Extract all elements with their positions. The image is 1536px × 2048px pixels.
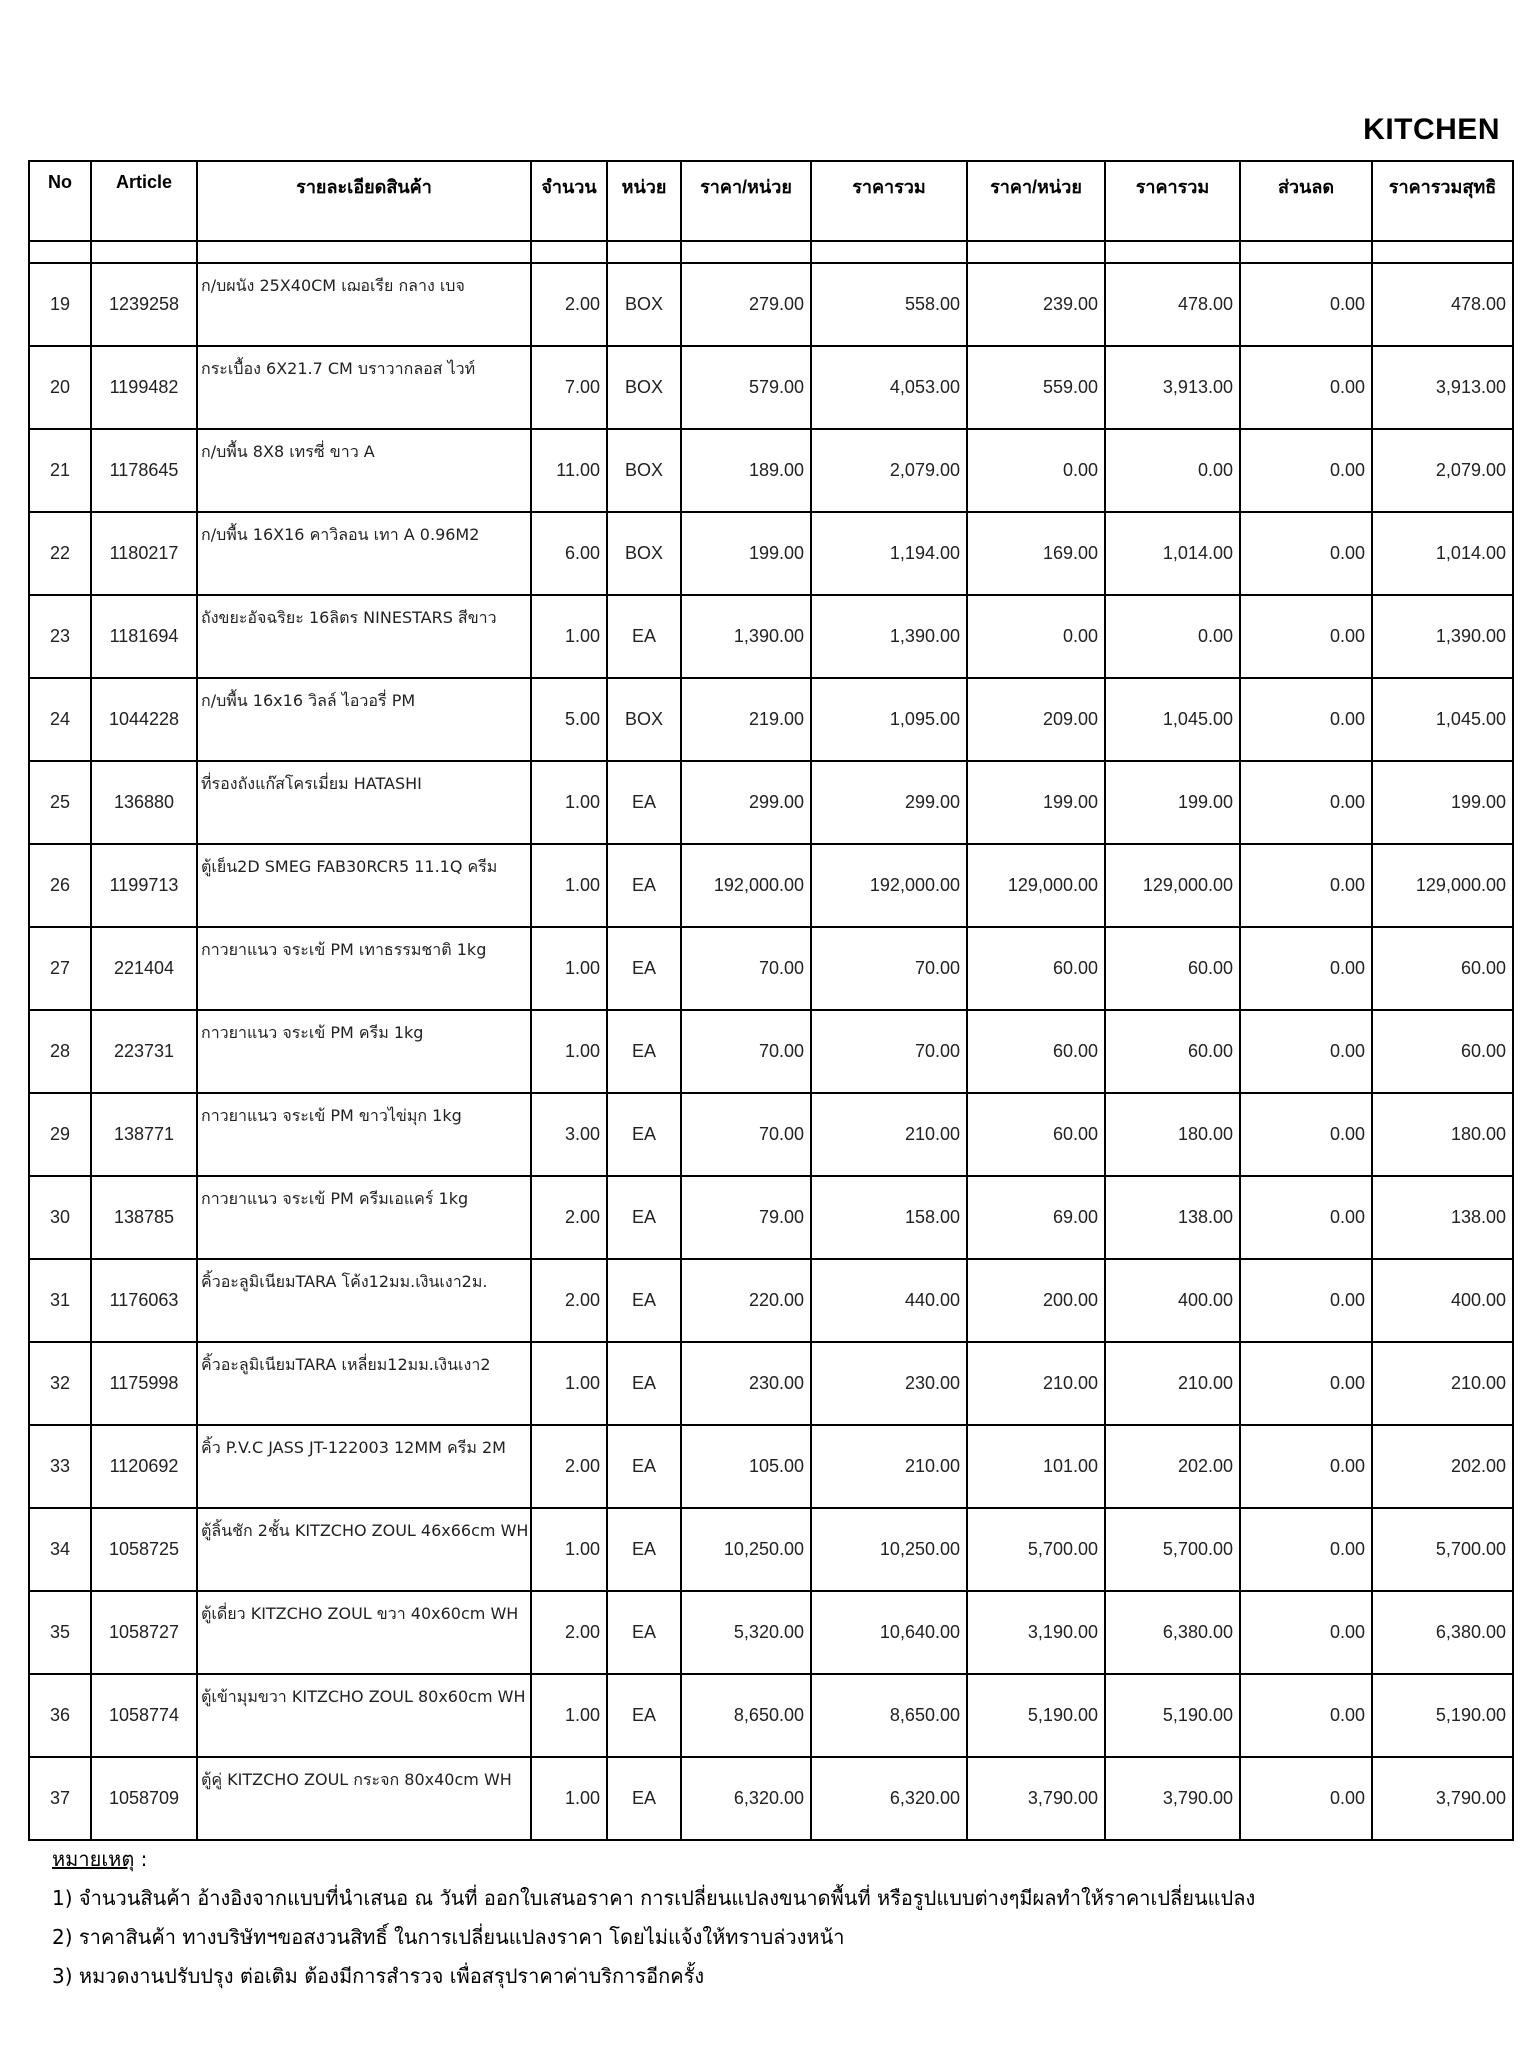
header-total-offer: ราคารวม xyxy=(1105,161,1240,241)
cell-article: 138771 xyxy=(91,1093,197,1176)
cell-unit-price-offer: 200.00 xyxy=(967,1259,1105,1342)
cell-unit: BOX xyxy=(607,678,681,761)
cell-no: 35 xyxy=(29,1591,91,1674)
cell-unit: EA xyxy=(607,1757,681,1840)
cell-no: 32 xyxy=(29,1342,91,1425)
cell-total: 4,053.00 xyxy=(811,346,967,429)
cell-net-total: 3,913.00 xyxy=(1372,346,1513,429)
cell-unit-price: 299.00 xyxy=(681,761,811,844)
cell-description: ก/บพื้น 8X8 เทรซี่ ขาว A xyxy=(197,429,531,512)
cell-unit: EA xyxy=(607,844,681,927)
cell-no: 21 xyxy=(29,429,91,512)
cell-unit-price-offer: 0.00 xyxy=(967,595,1105,678)
cell-article: 1058774 xyxy=(91,1674,197,1757)
quotation-table xyxy=(28,160,1514,1841)
cell-discount: 0.00 xyxy=(1240,1176,1372,1259)
cell-no: 27 xyxy=(29,927,91,1010)
cell-unit-price-offer: 5,700.00 xyxy=(967,1508,1105,1591)
cell-total-offer: 138.00 xyxy=(1105,1176,1240,1259)
cell-quantity: 1.00 xyxy=(531,1757,607,1840)
cell-total: 210.00 xyxy=(811,1093,967,1176)
table-body xyxy=(29,263,1513,1840)
cell-unit: BOX xyxy=(607,512,681,595)
cell-discount: 0.00 xyxy=(1240,429,1372,512)
cell-article: 1058709 xyxy=(91,1757,197,1840)
cell-no: 26 xyxy=(29,844,91,927)
cell-article: 1178645 xyxy=(91,429,197,512)
cell-net-total: 199.00 xyxy=(1372,761,1513,844)
cell-discount: 0.00 xyxy=(1240,512,1372,595)
cell-unit-price: 199.00 xyxy=(681,512,811,595)
header-description: รายละเอียดสินค้า xyxy=(197,161,531,241)
cell-unit-price-offer: 5,190.00 xyxy=(967,1674,1105,1757)
cell-quantity: 2.00 xyxy=(531,263,607,346)
notes-title-colon: : xyxy=(134,1847,148,1871)
cell-unit-price-offer: 69.00 xyxy=(967,1176,1105,1259)
cell-total: 299.00 xyxy=(811,761,967,844)
table-row xyxy=(29,595,1513,678)
cell-discount: 0.00 xyxy=(1240,1591,1372,1674)
header-unit: หน่วย xyxy=(607,161,681,241)
cell-unit-price: 189.00 xyxy=(681,429,811,512)
cell-no: 25 xyxy=(29,761,91,844)
cell-article: 1176063 xyxy=(91,1259,197,1342)
cell-unit-price-offer: 60.00 xyxy=(967,1010,1105,1093)
cell-description: ก/บพื้น 16x16 วิลล์ ไอวอรี่ PM xyxy=(197,678,531,761)
cell-no: 37 xyxy=(29,1757,91,1840)
cell-no: 28 xyxy=(29,1010,91,1093)
cell-unit: EA xyxy=(607,1259,681,1342)
cell-total-offer: 1,045.00 xyxy=(1105,678,1240,761)
cell-total-offer: 0.00 xyxy=(1105,595,1240,678)
cell-unit-price-offer: 129,000.00 xyxy=(967,844,1105,927)
cell-discount: 0.00 xyxy=(1240,844,1372,927)
cell-total-offer: 129,000.00 xyxy=(1105,844,1240,927)
cell-total-offer: 60.00 xyxy=(1105,1010,1240,1093)
cell-unit-price-offer: 239.00 xyxy=(967,263,1105,346)
cell-total-offer: 0.00 xyxy=(1105,429,1240,512)
cell-article: 1181694 xyxy=(91,595,197,678)
cell-net-total: 202.00 xyxy=(1372,1425,1513,1508)
cell-article: 1199713 xyxy=(91,844,197,927)
table-row xyxy=(29,678,1513,761)
cell-unit-price: 70.00 xyxy=(681,1010,811,1093)
cell-description: ถังขยะอัจฉริยะ 16ลิตร NINESTARS สีขาว xyxy=(197,595,531,678)
note-line-3: 3) หมวดงานปรับปรุง ต่อเติม ต้องมีการสำรวจ เพื่อสรุปราคาค่าบริการอีกครั้ง xyxy=(52,1964,705,1988)
cell-total: 558.00 xyxy=(811,263,967,346)
cell-total: 210.00 xyxy=(811,1425,967,1508)
cell-unit-price: 6,320.00 xyxy=(681,1757,811,1840)
cell-total-offer: 478.00 xyxy=(1105,263,1240,346)
header-unit-price: ราคา/หน่วย xyxy=(681,161,811,241)
cell-no: 30 xyxy=(29,1176,91,1259)
cell-unit-price-offer: 169.00 xyxy=(967,512,1105,595)
cell-article: 1120692 xyxy=(91,1425,197,1508)
cell-discount: 0.00 xyxy=(1240,346,1372,429)
cell-description: ก/บพื้น 16X16 คาวิลอน เทา A 0.96M2 xyxy=(197,512,531,595)
cell-quantity: 2.00 xyxy=(531,1425,607,1508)
header-total: ราคารวม xyxy=(811,161,967,241)
cell-unit-price: 279.00 xyxy=(681,263,811,346)
cell-quantity: 1.00 xyxy=(531,1674,607,1757)
section-title: KITCHEN xyxy=(1363,113,1500,146)
cell-unit-price: 219.00 xyxy=(681,678,811,761)
table-row xyxy=(29,512,1513,595)
cell-unit-price: 79.00 xyxy=(681,1176,811,1259)
cell-description: กาวยาแนว จระเข้ PM ครีมเอแคร์ 1kg xyxy=(197,1176,531,1259)
cell-article: 136880 xyxy=(91,761,197,844)
cell-unit-price: 105.00 xyxy=(681,1425,811,1508)
cell-total-offer: 60.00 xyxy=(1105,927,1240,1010)
cell-unit-price: 579.00 xyxy=(681,346,811,429)
cell-net-total: 3,790.00 xyxy=(1372,1757,1513,1840)
cell-discount: 0.00 xyxy=(1240,1425,1372,1508)
header-discount: ส่วนลด xyxy=(1240,161,1372,241)
cell-quantity: 6.00 xyxy=(531,512,607,595)
cell-total: 6,320.00 xyxy=(811,1757,967,1840)
header-no: No xyxy=(29,161,91,241)
cell-total-offer: 210.00 xyxy=(1105,1342,1240,1425)
cell-net-total: 60.00 xyxy=(1372,927,1513,1010)
cell-quantity: 5.00 xyxy=(531,678,607,761)
cell-quantity: 3.00 xyxy=(531,1093,607,1176)
cell-quantity: 1.00 xyxy=(531,761,607,844)
table-header-row xyxy=(29,161,1513,241)
cell-description: ที่รองถังแก๊สโครเมี่ยม HATASHI xyxy=(197,761,531,844)
cell-total: 440.00 xyxy=(811,1259,967,1342)
cell-unit-price: 192,000.00 xyxy=(681,844,811,927)
cell-total: 2,079.00 xyxy=(811,429,967,512)
table-row xyxy=(29,1757,1513,1840)
table-row xyxy=(29,1093,1513,1176)
cell-quantity: 1.00 xyxy=(531,595,607,678)
cell-discount: 0.00 xyxy=(1240,595,1372,678)
note-line-2: 2) ราคาสินค้า ทางบริษัทฯขอสงวนสิทธิ์ ในการเปลี่ยนแปลงราคา โดยไม่แจ้งให้ทราบล่วงหน้า xyxy=(52,1925,845,1949)
table-row xyxy=(29,761,1513,844)
cell-total: 8,650.00 xyxy=(811,1674,967,1757)
cell-article: 1058727 xyxy=(91,1591,197,1674)
header-spacer-row xyxy=(29,241,1513,263)
cell-quantity: 1.00 xyxy=(531,927,607,1010)
table-row xyxy=(29,1176,1513,1259)
cell-no: 36 xyxy=(29,1674,91,1757)
cell-net-total: 1,014.00 xyxy=(1372,512,1513,595)
cell-total: 70.00 xyxy=(811,927,967,1010)
cell-description: ก/บผนัง 25X40CM เฌอเรีย กลาง เบจ xyxy=(197,263,531,346)
cell-discount: 0.00 xyxy=(1240,1674,1372,1757)
cell-unit: EA xyxy=(607,1176,681,1259)
cell-unit-price-offer: 3,790.00 xyxy=(967,1757,1105,1840)
cell-unit: EA xyxy=(607,1508,681,1591)
cell-quantity: 1.00 xyxy=(531,844,607,927)
notes-section xyxy=(52,1840,1255,1996)
cell-description: ตู้เข้ามุมขวา KITZCHO ZOUL 80x60cm WH xyxy=(197,1674,531,1757)
cell-net-total: 1,390.00 xyxy=(1372,595,1513,678)
cell-discount: 0.00 xyxy=(1240,927,1372,1010)
cell-no: 20 xyxy=(29,346,91,429)
cell-discount: 0.00 xyxy=(1240,678,1372,761)
cell-unit: EA xyxy=(607,1425,681,1508)
cell-total-offer: 3,913.00 xyxy=(1105,346,1240,429)
cell-quantity: 1.00 xyxy=(531,1342,607,1425)
cell-total-offer: 400.00 xyxy=(1105,1259,1240,1342)
cell-net-total: 210.00 xyxy=(1372,1342,1513,1425)
cell-unit: EA xyxy=(607,1591,681,1674)
cell-total: 192,000.00 xyxy=(811,844,967,927)
cell-article: 1175998 xyxy=(91,1342,197,1425)
cell-total: 10,250.00 xyxy=(811,1508,967,1591)
table-row xyxy=(29,927,1513,1010)
cell-total-offer: 199.00 xyxy=(1105,761,1240,844)
cell-quantity: 2.00 xyxy=(531,1259,607,1342)
cell-unit-price: 8,650.00 xyxy=(681,1674,811,1757)
cell-total-offer: 180.00 xyxy=(1105,1093,1240,1176)
cell-unit: EA xyxy=(607,1010,681,1093)
notes-title: หมายเหตุ xyxy=(52,1847,135,1871)
cell-unit: BOX xyxy=(607,263,681,346)
cell-no: 33 xyxy=(29,1425,91,1508)
cell-unit-price-offer: 210.00 xyxy=(967,1342,1105,1425)
cell-unit-price: 70.00 xyxy=(681,1093,811,1176)
cell-net-total: 129,000.00 xyxy=(1372,844,1513,927)
cell-total: 1,194.00 xyxy=(811,512,967,595)
cell-net-total: 180.00 xyxy=(1372,1093,1513,1176)
cell-no: 29 xyxy=(29,1093,91,1176)
table-row xyxy=(29,1010,1513,1093)
cell-unit-price-offer: 101.00 xyxy=(967,1425,1105,1508)
cell-total: 230.00 xyxy=(811,1342,967,1425)
cell-article: 1180217 xyxy=(91,512,197,595)
cell-unit-price-offer: 60.00 xyxy=(967,1093,1105,1176)
cell-description: คิ้วอะลูมิเนียมTARA โค้ง12มม.เงินเงา2ม. xyxy=(197,1259,531,1342)
cell-description: กระเบื้อง 6X21.7 CM บราวากลอส ไวท์ xyxy=(197,346,531,429)
table-row xyxy=(29,429,1513,512)
cell-unit-price: 230.00 xyxy=(681,1342,811,1425)
cell-unit: EA xyxy=(607,1093,681,1176)
cell-quantity: 1.00 xyxy=(531,1508,607,1591)
table-row xyxy=(29,1259,1513,1342)
cell-total-offer: 1,014.00 xyxy=(1105,512,1240,595)
cell-total-offer: 5,700.00 xyxy=(1105,1508,1240,1591)
cell-quantity: 2.00 xyxy=(531,1176,607,1259)
cell-unit: EA xyxy=(607,1674,681,1757)
cell-unit: BOX xyxy=(607,429,681,512)
header-net-total: ราคารวมสุทธิ xyxy=(1372,161,1513,241)
cell-total: 1,095.00 xyxy=(811,678,967,761)
cell-total: 158.00 xyxy=(811,1176,967,1259)
cell-discount: 0.00 xyxy=(1240,1508,1372,1591)
cell-discount: 0.00 xyxy=(1240,263,1372,346)
cell-no: 19 xyxy=(29,263,91,346)
cell-article: 1058725 xyxy=(91,1508,197,1591)
cell-description: ตู้เดี่ยว KITZCHO ZOUL ขวา 40x60cm WH xyxy=(197,1591,531,1674)
table-row xyxy=(29,1591,1513,1674)
cell-discount: 0.00 xyxy=(1240,1342,1372,1425)
note-line-1: 1) จำนวนสินค้า อ้างอิงจากแบบที่นำเสนอ ณ วันที่ ออกใบเสนอราคา การเปลี่ยนแปลงขนาดพื้นที่ หรือรูปแบบต่างๆมีผลทำให้ราคาเปลี่ยนแปลง xyxy=(52,1886,1256,1910)
cell-article: 223731 xyxy=(91,1010,197,1093)
cell-net-total: 1,045.00 xyxy=(1372,678,1513,761)
cell-unit-price: 70.00 xyxy=(681,927,811,1010)
cell-quantity: 2.00 xyxy=(531,1591,607,1674)
cell-article: 221404 xyxy=(91,927,197,1010)
cell-unit: EA xyxy=(607,595,681,678)
cell-quantity: 7.00 xyxy=(531,346,607,429)
header-unit-price-offer: ราคา/หน่วย xyxy=(967,161,1105,241)
cell-unit-price: 10,250.00 xyxy=(681,1508,811,1591)
table-row xyxy=(29,1674,1513,1757)
cell-net-total: 6,380.00 xyxy=(1372,1591,1513,1674)
cell-description: ตู้ลิ้นชัก 2ชั้น KITZCHO ZOUL 46x66cm WH xyxy=(197,1508,531,1591)
header-article: Article xyxy=(91,161,197,241)
cell-description: กาวยาแนว จระเข้ PM ครีม 1kg xyxy=(197,1010,531,1093)
cell-description: กาวยาแนว จระเข้ PM ขาวไข่มุก 1kg xyxy=(197,1093,531,1176)
cell-article: 138785 xyxy=(91,1176,197,1259)
cell-discount: 0.00 xyxy=(1240,761,1372,844)
cell-article: 1199482 xyxy=(91,346,197,429)
cell-unit-price-offer: 0.00 xyxy=(967,429,1105,512)
cell-unit: EA xyxy=(607,1342,681,1425)
cell-unit-price: 5,320.00 xyxy=(681,1591,811,1674)
cell-quantity: 11.00 xyxy=(531,429,607,512)
cell-description: คิ้วอะลูมิเนียมTARA เหลี่ยม12มม.เงินเงา2 xyxy=(197,1342,531,1425)
cell-description: กาวยาแนว จระเข้ PM เทาธรรมชาติ 1kg xyxy=(197,927,531,1010)
cell-article: 1044228 xyxy=(91,678,197,761)
cell-unit-price-offer: 60.00 xyxy=(967,927,1105,1010)
cell-net-total: 138.00 xyxy=(1372,1176,1513,1259)
cell-total: 10,640.00 xyxy=(811,1591,967,1674)
cell-unit-price-offer: 559.00 xyxy=(967,346,1105,429)
cell-net-total: 400.00 xyxy=(1372,1259,1513,1342)
cell-no: 24 xyxy=(29,678,91,761)
cell-discount: 0.00 xyxy=(1240,1757,1372,1840)
notes-heading xyxy=(52,1840,1255,1879)
cell-unit-price-offer: 3,190.00 xyxy=(967,1591,1105,1674)
cell-discount: 0.00 xyxy=(1240,1010,1372,1093)
cell-description: ตู้คู่ KITZCHO ZOUL กระจก 80x40cm WH xyxy=(197,1757,531,1840)
cell-total-offer: 6,380.00 xyxy=(1105,1591,1240,1674)
cell-description: ตู้เย็น2D SMEG FAB30RCR5 11.1Q ครีม xyxy=(197,844,531,927)
cell-description: คิ้ว P.V.C JASS JT-122003 12MM ครีม 2M xyxy=(197,1425,531,1508)
table-row xyxy=(29,346,1513,429)
cell-discount: 0.00 xyxy=(1240,1093,1372,1176)
cell-net-total: 478.00 xyxy=(1372,263,1513,346)
cell-no: 34 xyxy=(29,1508,91,1591)
cell-unit-price-offer: 199.00 xyxy=(967,761,1105,844)
cell-unit-price: 220.00 xyxy=(681,1259,811,1342)
table-row xyxy=(29,844,1513,927)
table-row xyxy=(29,1425,1513,1508)
cell-total-offer: 3,790.00 xyxy=(1105,1757,1240,1840)
cell-net-total: 60.00 xyxy=(1372,1010,1513,1093)
cell-unit: EA xyxy=(607,927,681,1010)
cell-total-offer: 202.00 xyxy=(1105,1425,1240,1508)
cell-total: 1,390.00 xyxy=(811,595,967,678)
cell-unit: EA xyxy=(607,761,681,844)
cell-no: 31 xyxy=(29,1259,91,1342)
cell-article: 1239258 xyxy=(91,263,197,346)
cell-net-total: 5,190.00 xyxy=(1372,1674,1513,1757)
table-row xyxy=(29,1508,1513,1591)
cell-quantity: 1.00 xyxy=(531,1010,607,1093)
table-row xyxy=(29,1342,1513,1425)
cell-unit-price-offer: 209.00 xyxy=(967,678,1105,761)
table-row xyxy=(29,263,1513,346)
cell-total-offer: 5,190.00 xyxy=(1105,1674,1240,1757)
header-quantity: จำนวน xyxy=(531,161,607,241)
cell-unit: BOX xyxy=(607,346,681,429)
cell-net-total: 2,079.00 xyxy=(1372,429,1513,512)
cell-net-total: 5,700.00 xyxy=(1372,1508,1513,1591)
cell-no: 22 xyxy=(29,512,91,595)
cell-no: 23 xyxy=(29,595,91,678)
cell-discount: 0.00 xyxy=(1240,1259,1372,1342)
cell-total: 70.00 xyxy=(811,1010,967,1093)
cell-unit-price: 1,390.00 xyxy=(681,595,811,678)
